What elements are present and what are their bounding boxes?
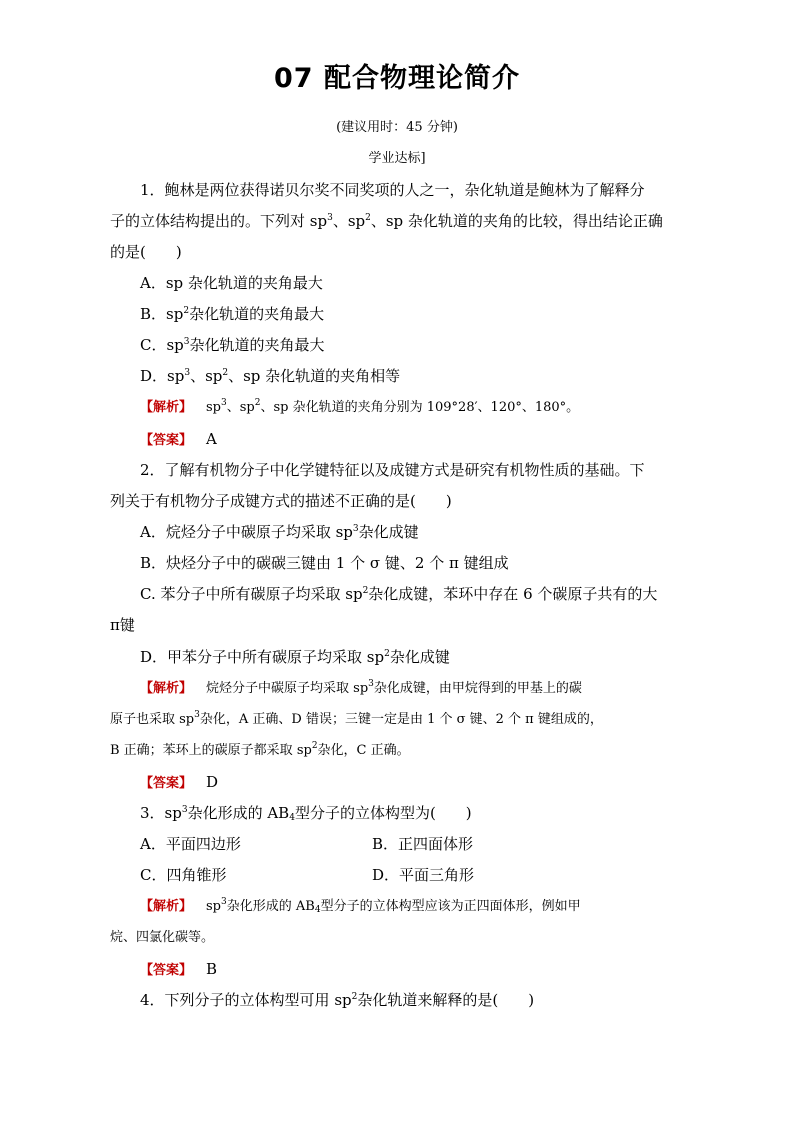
- explanation-label: 【解析】: [140, 899, 193, 914]
- q1-option-b: B．$sp^2$杂化轨道的夹角最大: [140, 305, 325, 323]
- q2-option-b: B．炔烃分子中的碳碳三键由 1 个 σ 键、2 个 π 键组成: [140, 554, 509, 572]
- q2-stem-line1: 2．了解有机物分子中化学键特征以及成键方式是研究有机物性质的基础。下: [140, 461, 645, 479]
- q2-option-d: D．甲苯分子中所有碳原子均采取 $sp^2$杂化成键: [140, 648, 450, 666]
- q3-explanation-line1: 【解析】 $sp^3$杂化形成的 $AB_4$型分子的立体构型应该为正四面体形，例如甲: [140, 897, 581, 915]
- page-title: 07 配合物理论简介: [274, 63, 520, 94]
- q2-explanation-line1: 【解析】 烷烃分子中碳原子均采取 $sp^3$杂化成键，由甲烷得到的甲基上的碳: [140, 679, 582, 696]
- q3-stem: 3．$sp^3$杂化形成的 $AB_4$型分子的立体构型为( ): [140, 804, 472, 823]
- q2-stem-line2: 列关于有机物分子成键方式的描述不正确的是( ): [110, 492, 452, 510]
- q2-option-c-line2: π键: [110, 616, 135, 634]
- q1-stem-line2: 子的立体结构提出的。下列对 $sp^3$、$sp^2$、sp 杂化轨道的夹角的比较，得出结论正确: [110, 212, 663, 230]
- q1-stem-line1: 1．鲍林是两位获得诺贝尔奖不同奖项的人之一，杂化轨道是鲍林为了解释分: [140, 181, 645, 199]
- q1-stem-line3: 的是( ): [110, 243, 182, 261]
- q1-option-d: D．$sp^3$、$sp^2$、sp 杂化轨道的夹角相等: [140, 367, 401, 385]
- answer-label: 【答案】: [140, 776, 193, 791]
- q1-option-a: A．sp 杂化轨道的夹角最大: [140, 274, 323, 292]
- explanation-label: 【解析】: [140, 681, 193, 696]
- q3-option-d: D．平面三角形: [372, 866, 475, 884]
- q2-option-a: A．烷烃分子中碳原子均采取 $sp^3$杂化成键: [140, 523, 419, 541]
- q2-answer: 【答案】 D: [140, 773, 219, 791]
- q3-explanation-line2: 烷、四氯化碳等。: [110, 930, 215, 945]
- section-label: 学业达标]: [368, 151, 426, 166]
- answer-label: 【答案】: [140, 433, 193, 448]
- explanation-label: 【解析】: [140, 400, 193, 415]
- q1-option-c: C．$sp^3$杂化轨道的夹角最大: [140, 336, 325, 354]
- q3-option-b: B．正四面体形: [372, 835, 474, 853]
- q2-explanation-line2: 原子也采取 $sp^3$杂化，A 正确、D 错误；三键一定是由 1 个 σ 键、2 个 π 键组成的，: [110, 710, 603, 727]
- q3-answer: 【答案】 B: [140, 960, 218, 978]
- q1-answer: 【答案】 A: [140, 430, 217, 448]
- time-hint: (建议用时：45 分钟): [336, 120, 458, 135]
- q2-option-c: C. 苯分子中所有碳原子均采取 $sp^2$杂化成键，苯环中存在 6 个碳原子共有的大: [140, 585, 658, 603]
- q3-option-a: A．平面四边形: [140, 835, 241, 853]
- answer-label: 【答案】: [140, 963, 193, 978]
- q2-explanation-line3: B 正确；苯环上的碳原子都采取 $sp^2$杂化，C 正确。: [110, 741, 410, 758]
- q4-stem: 4．下列分子的立体构型可用 $sp^2$杂化轨道来解释的是( ): [140, 991, 535, 1009]
- q3-option-c: C．四角锥形: [140, 866, 227, 884]
- q1-explanation: 【解析】 $sp^3$、$sp^2$、sp 杂化轨道的夹角分别为 109°28′、120°、180°。: [140, 398, 580, 415]
